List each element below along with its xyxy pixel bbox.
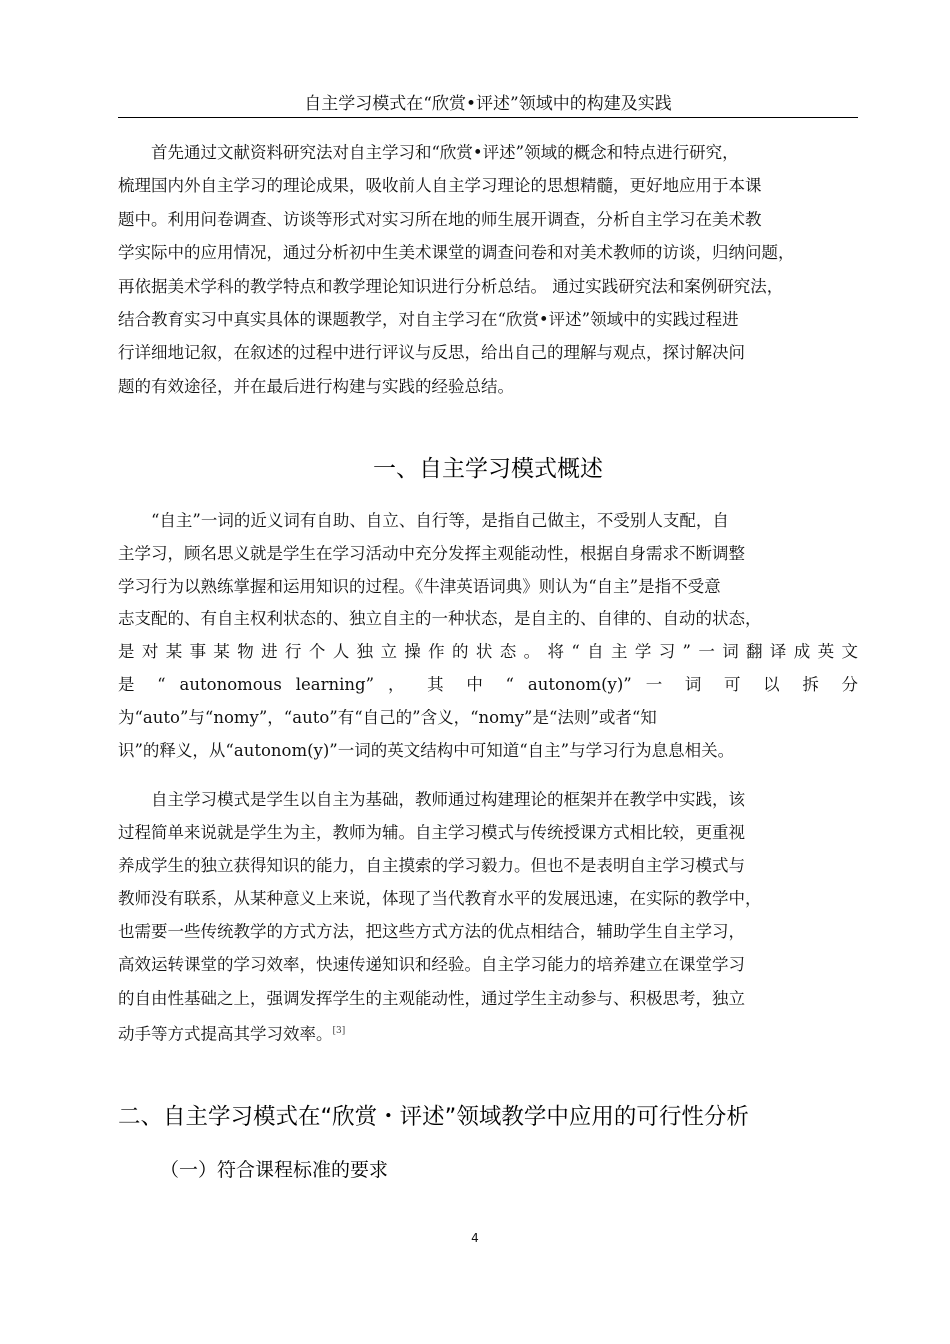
paragraph-line: 的自由性基础之上，强调发挥学生的主观能动性，通过学生主动参与、积极思考，独立 [118, 988, 745, 1008]
section-heading-1: 一、自主学习模式概述 [373, 456, 603, 482]
paragraph-line: 首先通过文献资料研究法对自主学习和“欣赏•评述”领域的概念和特点进行研究， [151, 143, 739, 162]
paragraph-line: 教师没有联系，从某种意义上来说，体现了当代教育水平的发展迅速，在实际的教学中， [118, 889, 762, 909]
paragraph-line: 过程简单来说就是学生为主，教师为辅。自主学习模式与传统授课方式相比较，更重视 [118, 823, 745, 843]
citation-marker: [3] [332, 1025, 346, 1036]
paragraph-line: 主学习，顾名思义就是学生在学习活动中充分发挥主观能动性，根据自身需求不断调整 [118, 543, 745, 563]
paragraph-line: 学习行为以熟练掌握和运用知识的过程。《牛津英语词典》则认为“自主”是指不受意 [118, 576, 721, 596]
header-divider [118, 117, 858, 118]
paragraph-line: 是对某事某物进行个人独立操作的状态。将“自主学习”一词翻译成英文 [118, 642, 858, 662]
paragraph-line: 高效运转课堂的学习效率，快速传递知识和经验。自主学习能力的培养建立在课堂学习 [118, 955, 745, 975]
section1-paragraph-1 [118, 505, 858, 767]
paragraph-line-text: 动手等方式提高其学习效率。 [118, 1024, 333, 1044]
section1-paragraph-2 [118, 783, 858, 1050]
intro-paragraph [118, 136, 858, 403]
section-heading-2: 二、自主学习模式在“欣赏・评述”领域教学中应用的可行性分析 [118, 1104, 749, 1130]
paragraph-line: “自主”一词的近义词有自助、自立、自行等，是指自己做主，不受别人支配，自 [151, 511, 729, 530]
paragraph-line: 是 “ autonomous learning” ， 其 中 “ autonom(y)” 一 词 可 以 拆 分 [118, 674, 858, 694]
paragraph-line: 再依据美术学科的教学特点和教学理论知识进行分析总结。 通过实践研究法和案例研究法， [118, 276, 784, 296]
paragraph-line: 也需要一些传统教学的方式方法，把这些方式方法的优点相结合，辅助学生自主学习， [118, 922, 745, 942]
paragraph-line: 题中。利用问卷调查、访谈等形式对实习所在地的师生展开调查，分析自主学习在美术教 [118, 209, 762, 229]
running-header-title: 自主学习模式在“欣赏•评述”领域中的构建及实践 [304, 94, 672, 114]
paragraph-line: 梳理国内外自主学习的理论成果，吸收前人自主学习理论的思想精髓，更好地应用于本课 [118, 176, 762, 196]
paragraph-line: 识”的释义，从“autonom(y)”一词的英文结构中可知道“自主”与学习行为息息相关。 [118, 740, 735, 760]
paragraph-line-last [118, 1015, 858, 1051]
paragraph-line: 自主学习模式是学生以自主为基础，教师通过构建理论的框架并在教学中实践，该 [151, 790, 745, 809]
page-number: 4 [471, 1231, 479, 1245]
paragraph-line: 志支配的、有自主权利状态的、独立自主的一种状态，是自主的、自律的、自动的状态， [118, 609, 762, 629]
paragraph-line: 学实际中的应用情况，通过分析初中生美术课堂的调查问卷和对美术教师的访谈，归纳问题， [118, 243, 795, 263]
paragraph-line: 为“auto”与“nomy”，“auto”有“自己的”含义，“nomy”是“法则”或者“知 [118, 707, 657, 727]
paragraph-line: 行详细地记叙，在叙述的过程中进行评议与反思，给出自己的理解与观点，探讨解决问 [118, 343, 745, 363]
paragraph-line: 养成学生的独立获得知识的能力，自主摸索的学习毅力。但也不是表明自主学习模式与 [118, 856, 745, 876]
paragraph-line: 题的有效途径，并在最后进行构建与实践的经验总结。 [118, 376, 514, 396]
subsection-heading: （一）符合课程标准的要求 [160, 1159, 389, 1181]
paragraph-line: 结合教育实习中真实具体的课题教学，对自主学习在“欣赏•评述”领域中的实践过程进 [118, 310, 739, 330]
